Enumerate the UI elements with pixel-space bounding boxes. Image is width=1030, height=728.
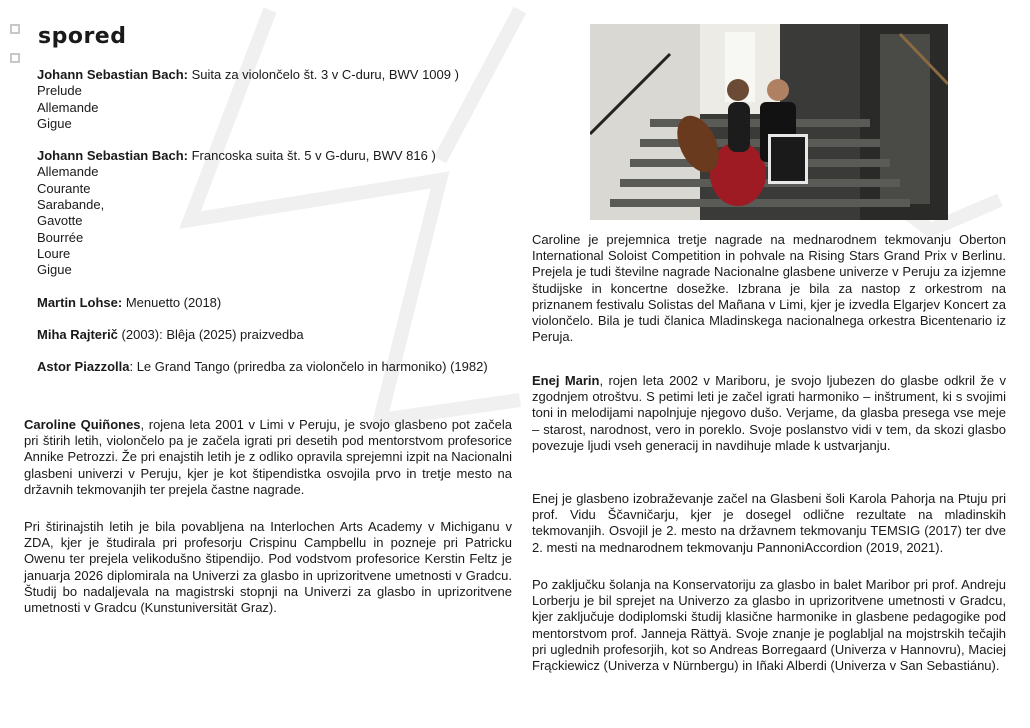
movement: Gavotte [37, 213, 83, 229]
square-ornament [10, 53, 20, 63]
caroline-bio-paragraph-3: Caroline je prejemnica tretje nagrade na mednarodnem tekmovanju Oberton International Soloist Competition in pohvale na Rising Stars Grand Prix v Berlinu. Prejela je tudi številne nagrade Nacionalne glasbene univerze v Peruju za izjemne študijske in koncertne dosežke. Izbrana je bila za nastop z orkestrom na priznanem festivalu Solistas del Mañana v Limi, kjer je izvedla Elgarjev Koncert za violončelo. Bila je tudi članica Mladinskega nacionalnega orkestra Bicentenario iz Peruja. [532, 232, 1006, 345]
work-title: : Le Grand Tango (priredba za violončelo in harmoniko) (1982) [129, 359, 488, 375]
composer-name: Johann Sebastian Bach: [37, 67, 188, 82]
square-ornament [10, 24, 20, 34]
enej-bio-paragraph-3: Po zaključku šolanja na Konservatoriju za glasbo in balet Maribor pri prof. Andreju Lorberju je bil sprejet na Univerzo za glasbo in uprizoritvene umetnosti v Gradcu, kjer zaključuje dodiplomski študij klasične harmonike in glasbene pedagogike pod mentorstvom prof. Janneja Rättyä. Svoje znanje je poglabljal na mojstrskih tečajih pri uglednih profesorjih, kot so Andreas Borregaard (Univerza v Hannovru), Maciej Frąckiewicz (Univerza v Nürnbergu) in Iñaki Alberdi (Univerza v San Sebastiánu). [532, 577, 1006, 674]
corner-squares-ornament [10, 24, 20, 82]
composer-name: Martin Lohse: [37, 294, 123, 310]
program-item [37, 295, 497, 311]
composer-name: Johann Sebastian Bach: [37, 148, 188, 164]
bio-text: , rojena leta 2001 v Limi v Peruju, je svojo glasbeno pot začela pri štirih letih, violončelo pa je začela igrati pri desetih pod mentorstvom profesorice Annike Petrozzi. Že pri enajstih letih je z odliko opravila sprejemni izpit na Nacionalni glasbeni univerzi v Peruju, kjer je kot štipendistka osvojila prvo in tretje mesto na državnih tekmovanjih ter prejela častne nagrade. [24, 417, 512, 497]
program-item [37, 359, 497, 375]
movement: Allemande [37, 164, 99, 180]
composer-name: Astor Piazzolla [37, 359, 130, 375]
enej-bio-paragraph-2: Enej je glasbeno izobraževanje začel na Glasbeni šoli Karola Pahorja na Ptuju pri prof. Vidu Ščavničarju, kjer je dosegel odlične rezultate na mladinskih tekmovanjih. Osvojil je 2. mesto na državnem tekmovanju TEMSIG (2017) ter dve 2. mesti na mednarodnem tekmovanju PannoniAccordion (2019, 2021). [532, 491, 1006, 555]
enej-bio-paragraph-1 [532, 373, 1006, 454]
program-item [37, 148, 497, 278]
program-list [37, 67, 497, 391]
work-title: Francoska suita št. 5 v G-duru, BWV 816 ) [187, 148, 436, 164]
work-title: Suita za violončelo št. 3 v C-duru, BWV 1009 ) [187, 67, 459, 82]
page-heading: spored [38, 24, 127, 49]
movement: Sarabande, [37, 197, 105, 213]
duo-photo [590, 24, 948, 220]
movement: Loure [37, 245, 71, 261]
composer-name: Miha Rajterič [37, 326, 118, 342]
movement: Bourrée [37, 229, 84, 245]
work-title: (2003): Blêja (2025) praizvedba [117, 326, 304, 342]
bio-text: , rojen leta 2002 v Mariboru, je svojo ljubezen do glasbe odkril že v zgodnjem otroštvu. S petimi leti je začel igrati harmoniko – inštrument, ki s svojimi toni in melodijami napolnjuje njegovo dušo. Verjame, da glasba presega vse meje – starost, narodnost, vero in poreklo. Svoje poslanstvo vidi v tem, da skozi glasbo povezuje ljudi vseh generacij in navdihuje mlade k ustvarjanju. [532, 373, 1006, 453]
performer-name: Caroline Quiñones [24, 417, 141, 432]
work-title: Menuetto (2018) [122, 294, 222, 310]
movement: Prelude [37, 83, 82, 99]
program-item [37, 327, 497, 343]
caroline-bio-paragraph-2: Pri štirinajstih letih je bila povabljena na Interlochen Arts Academy v Michiganu v ZDA, kjer je študirala pri profesorju Crispinu Campbellu in pozneje pri Patricku Owenu ter prejela velikodušno štipendijo. Pod vodstvom profesorice Kerstin Feltz je januarja 2026 diplomirala na Univerzi za glasbo in uprizoritvene umetnosti v Gradcu. Študij bo nadaljevala na magistrski stopnji na Univerzi za glasbo in uprizoritvene umetnosti v Gradcu (Kunstuniversität Graz). [24, 519, 512, 616]
program-item [37, 67, 497, 132]
movement: Gigue [37, 262, 72, 278]
movement: Allemande [37, 99, 99, 115]
caroline-bio-paragraph-1 [24, 417, 512, 498]
movement: Gigue [37, 115, 72, 131]
performer-name: Enej Marin [532, 373, 600, 388]
movement: Courante [37, 180, 91, 196]
